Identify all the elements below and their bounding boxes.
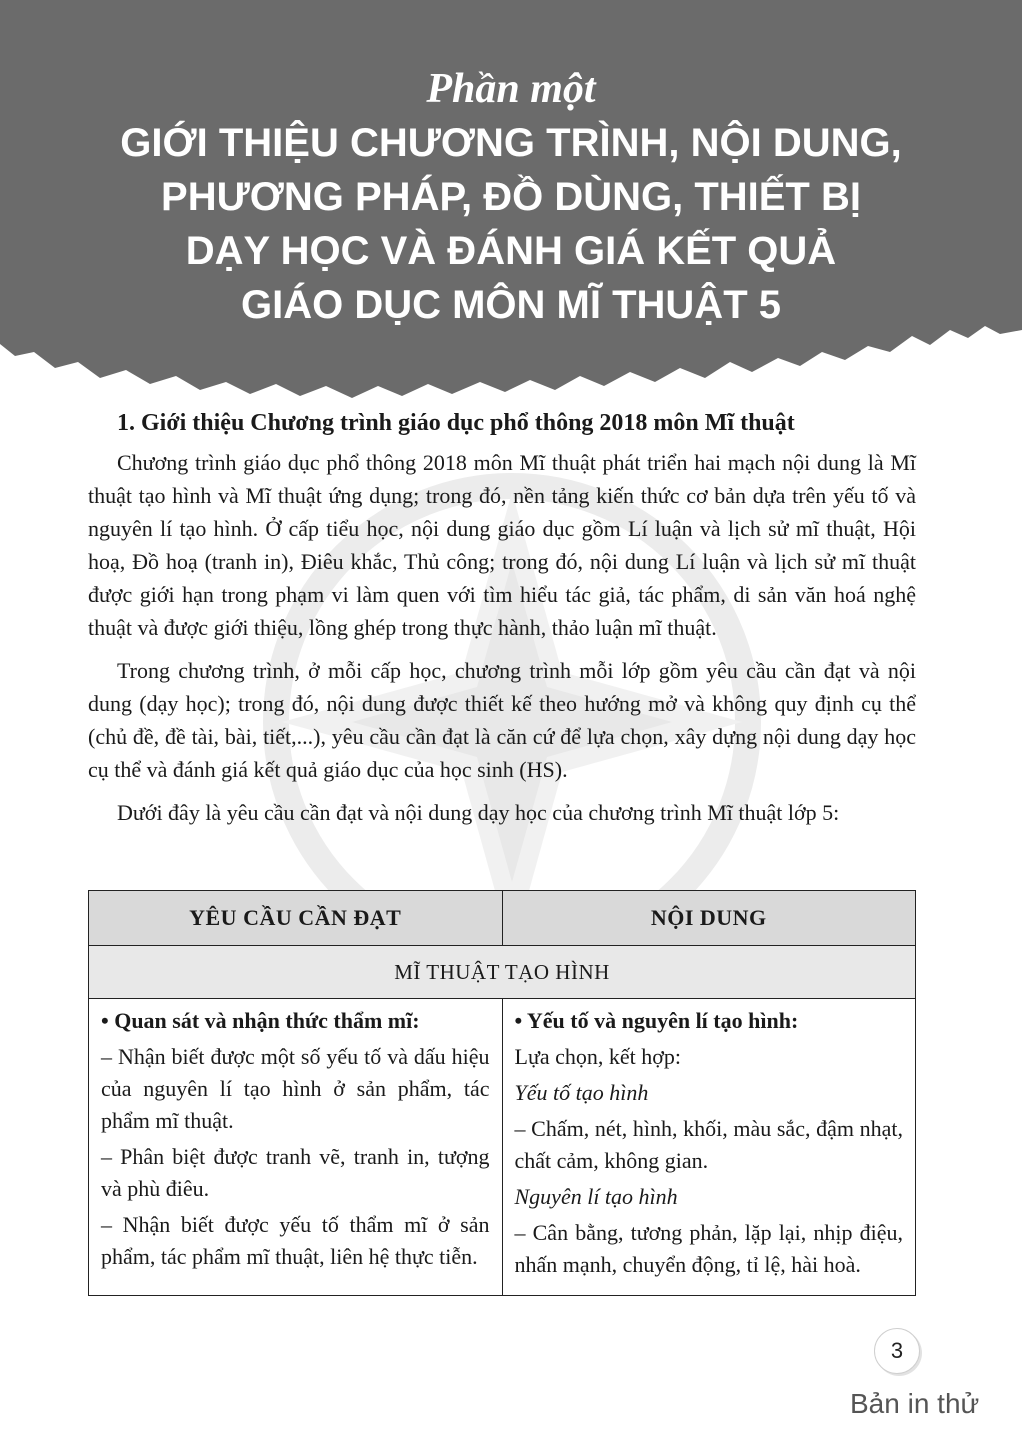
content-cell [502,999,916,1296]
requirements-table [88,890,916,1296]
cell-intro: Lựa chọn, kết hợp: [514,1044,682,1069]
page-number: 3 [874,1328,920,1374]
table-group-row [89,946,916,999]
part-label: Phần một [426,66,596,112]
chapter-title-line: DẠY HỌC VÀ ĐÁNH GIÁ KẾT QUẢ [185,229,837,273]
cell-item: – Phân biệt được tranh vẽ, tranh in, tượng và phù điêu. [101,1144,490,1201]
paragraph: Chương trình giáo dục phổ thông 2018 môn Mĩ thuật phát triển hai mạch nội dung là Mĩ thuật tạo hình và Mĩ thuật ứng dụng; trong đó, nền tảng kiến thức cơ bản dựa trên yếu tố và nguyên lí tạo hình. Ở cấp tiểu học, nội dung giáo dục gồm Lí luận và lịch sử mĩ thuật, Hội hoạ, Đồ hoạ (tranh in), Điêu khắc, Thủ công; trong đó, nội dung Lí luận và lịch sử mĩ thuật được giới hạn trong phạm vi làm quen với tìm hiểu tác giả, tác phẩm, di sản văn hoá nghệ thuật và được giới thiệu, lồng ghép trong thực hành, thảo luận mĩ thuật. [88,450,916,640]
chapter-title-line: GIÁO DỤC MÔN MĨ THUẬT 5 [241,283,781,327]
cell-heading: • Quan sát và nhận thức thẩm mĩ: [101,1008,420,1033]
cell-item: – Cân bằng, tương phản, lặp lại, nhịp điệu, nhấn mạnh, chuyển động, tỉ lệ, hài hoà. [514,1220,903,1277]
cell-subheading: Yếu tố tạo hình [514,1080,649,1105]
chapter-banner [0,0,1022,400]
column-header-content: NỘI DUNG [502,891,916,946]
cell-item: – Nhận biết được một số yếu tố và dấu hiệu của nguyên lí tạo hình ở sản phẩm, tác phẩm mĩ thuật. [101,1044,490,1133]
group-label: MĨ THUẬT TẠO HÌNH [89,946,916,999]
table-row [89,999,916,1296]
paragraph: Dưới đây là yêu cầu cần đạt và nội dung dạy học của chương trình Mĩ thuật lớp 5: [117,800,840,825]
requirements-cell [89,999,503,1296]
cell-item: – Chấm, nét, hình, khối, màu sắc, đậm nhạt, chất cảm, không gian. [514,1116,903,1173]
chapter-title-line: GIỚI THIỆU CHƯƠNG TRÌNH, NỘI DUNG, [120,121,902,165]
cell-subheading: Nguyên lí tạo hình [514,1184,678,1209]
cell-item: – Nhận biết được yếu tố thẩm mĩ ở sản phẩm, tác phẩm mĩ thuật, liên hệ thực tiễn. [101,1212,490,1269]
draft-label: Bản in thử [850,1388,980,1419]
column-header-requirements: YÊU CẦU CẦN ĐẠT [89,891,503,946]
chapter-title [0,116,1022,332]
table-header-row [89,891,916,946]
section-heading: 1. Giới thiệu Chương trình giáo dục phổ thông 2018 môn Mĩ thuật [117,410,795,436]
paragraph: Trong chương trình, ở mỗi cấp học, chương trình mỗi lớp gồm yêu cầu cần đạt và nội dung (dạy học); trong đó, nội dung được thiết kế theo hướng mở và không quy định cụ thể (chủ đề, đề tài, bài, tiết,...), yêu cầu cần đạt là căn cứ để lựa chọn, xây dựng nội dung dạy học cụ thể và đánh giá kết quả giáo dục của học sinh (HS). [88,658,916,782]
cell-heading: • Yếu tố và nguyên lí tạo hình: [514,1008,799,1033]
main-content [88,402,916,839]
chapter-title-line: PHƯƠNG PHÁP, ĐỒ DÙNG, THIẾT BỊ [161,175,861,219]
